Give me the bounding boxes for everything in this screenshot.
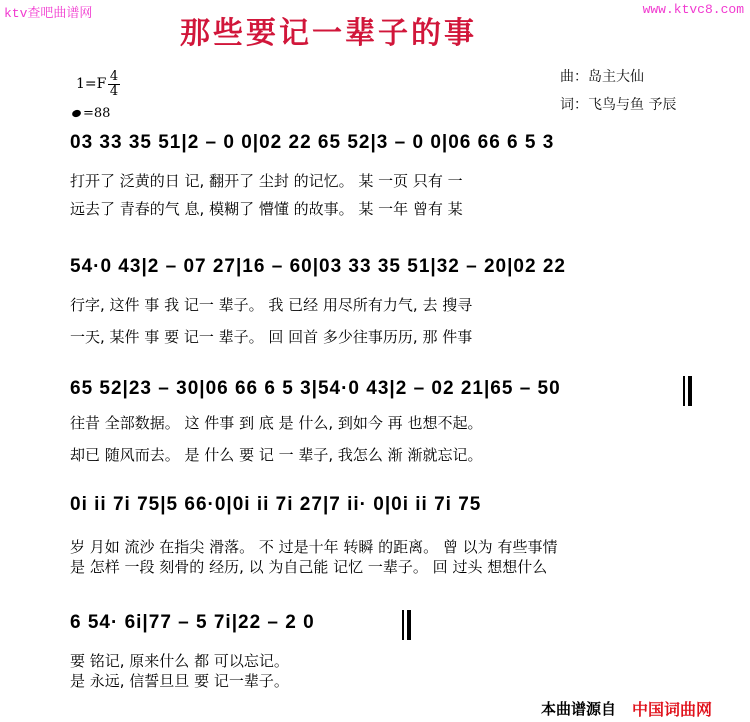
- composer-credit: 曲：岛主大仙: [560, 69, 644, 85]
- time-signature: [108, 70, 120, 99]
- lyric-line-1-verse-1: 打开了 泛黄的日 记, 翻开了 尘封 的记忆。 某 一页 只有 一: [70, 172, 463, 190]
- quarter-note-icon: [71, 109, 82, 119]
- footer-source-label: 本曲谱源自: [541, 700, 617, 718]
- time-signature-bottom: 4: [109, 84, 119, 99]
- end-repeat-bar-thick: [688, 376, 692, 406]
- lyric-line-3-verse-2: 却已 随风而去。 是 什么 要 记 一 辈子, 我怎么 渐 渐就忘记。: [70, 446, 483, 464]
- watermark-right[interactable]: www.ktvc8.com: [642, 2, 744, 17]
- end-repeat-bar: [683, 376, 685, 406]
- lyric-line-5-verse-1: 要 铭记, 原来什么 都 可以忘记。: [70, 652, 289, 670]
- footer-site-link[interactable]: 中国词曲网: [632, 700, 713, 719]
- lyric-line-5-verse-2: 是 永远, 信誓旦旦 要 记一辈子。: [70, 672, 289, 690]
- time-signature-top: 4: [109, 69, 119, 84]
- lyric-line-2-verse-1: 行字, 这件 事 我 记一 辈子。 我 已经 用尽所有力气, 去 搜寻: [70, 296, 473, 314]
- final-bar-thick: [407, 610, 411, 640]
- final-bar-thin: [402, 610, 404, 640]
- notation-line-4: 0i ii 7i 75|5 66·0|0i ii 7i 27|7 ii· 0|0i ii 7i 75: [70, 494, 482, 515]
- lyric-line-1-verse-2: 远去了 青春的气 息, 模糊了 懵懂 的故事。 某 一年 曾有 某: [70, 200, 463, 218]
- notation-line-3: 65 52|23 – 30|06 66 6 5 3|54·0 43|2 – 02 21|65 – 50: [70, 378, 561, 399]
- notation-line-1: 03 33 35 51|2 – 0 0|02 22 65 52|3 – 0 0|06 66 6 5 3: [70, 132, 555, 153]
- song-title: 那些要记一辈子的事: [180, 16, 477, 51]
- lyric-line-2-verse-2: 一天, 某件 事 要 记一 辈子。 回 回首 多少往事历历, 那 件事: [70, 328, 473, 346]
- notation-line-2: 54·0 43|2 – 07 27|16 – 60|03 33 35 51|32 – 20|02 22: [70, 256, 566, 277]
- tempo-mark: [72, 106, 110, 121]
- tempo-value: =88: [83, 106, 111, 121]
- lyricist-credit: 词：飞鸟与鱼 予辰: [560, 97, 677, 113]
- watermark-left: ktv查吧曲谱网: [4, 6, 93, 21]
- key-signature: 1=F: [76, 76, 107, 92]
- lyric-line-4-verse-1: 岁 月如 流沙 在指尖 滑落。 不 过是十年 转瞬 的距离。 曾 以为 有些事情: [70, 538, 558, 556]
- notation-line-5: 6 54· 6i|77 – 5 7i|22 – 2 0: [70, 612, 315, 633]
- lyric-line-4-verse-2: 是 怎样 一段 刻骨的 经历, 以 为自己能 记忆 一辈子。 回 过头 想想什么: [70, 558, 548, 576]
- lyric-line-3-verse-1: 往昔 全部数据。 这 件事 到 底 是 什么, 到如今 再 也想不起。: [70, 414, 483, 432]
